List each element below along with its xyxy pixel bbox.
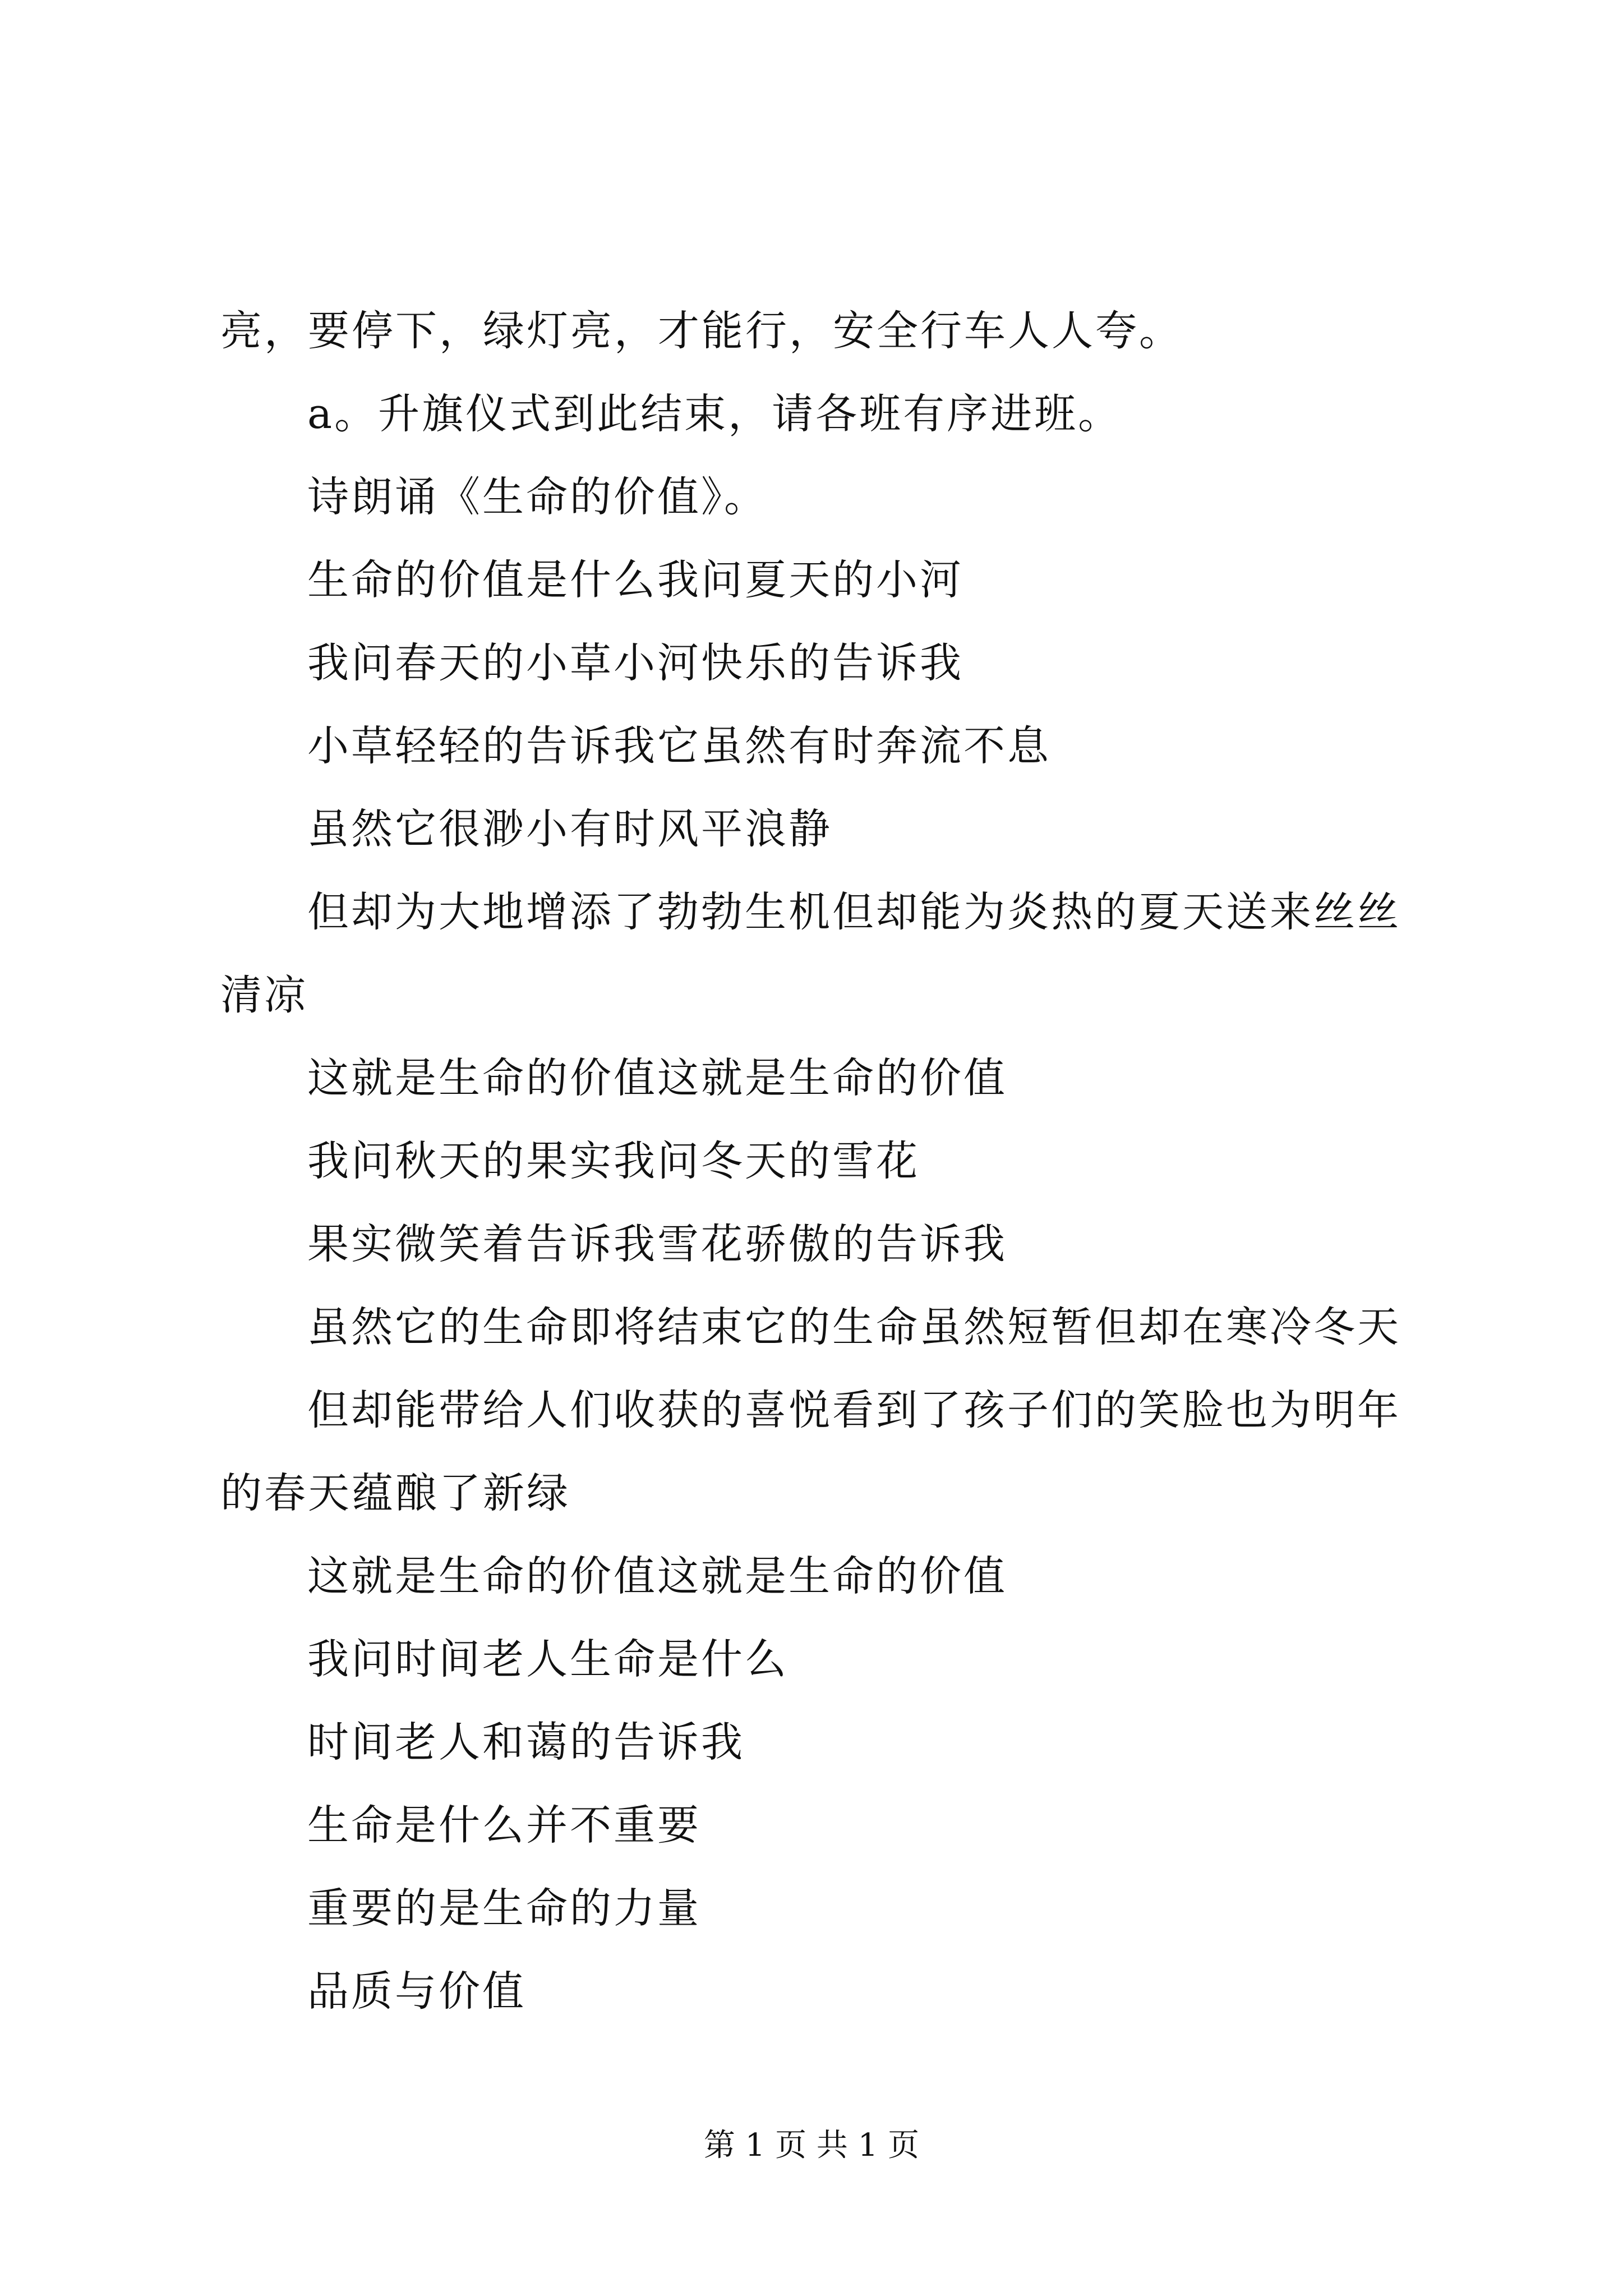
page-number-footer: 第 1 页 共 1 页 xyxy=(703,2127,920,2164)
text-line: 生命的价值是什么我问夏天的小河 xyxy=(307,556,963,604)
text-line: a。升旗仪式到此结束，请各班有序进班。 xyxy=(307,390,1122,438)
text-line: 时间老人和蔼的告诉我 xyxy=(307,1718,745,1766)
text-line: 亮，要停下，绿灯亮，才能行，安全行车人人夸。 xyxy=(220,307,1183,355)
text-line: 这就是生命的价值这就是生命的价值 xyxy=(307,1054,1007,1102)
text-line: 诗朗诵《生命的价值》。 xyxy=(307,473,768,521)
text-line: 虽然它的生命即将结束它的生命虽然短暂但却在寒冷冬天 xyxy=(307,1303,1401,1351)
text-line: 我问春天的小草小河快乐的告诉我 xyxy=(307,639,963,687)
text-line: 这就是生命的价值这就是生命的价值 xyxy=(307,1552,1007,1600)
text-line: 但却为大地增添了勃勃生机但却能为炎热的夏天送来丝丝 xyxy=(307,888,1401,936)
text-line: 但却能带给人们收获的喜悦看到了孩子们的笑脸也为明年 xyxy=(307,1386,1401,1434)
text-line: 的春天蕴酿了新绿 xyxy=(220,1469,570,1517)
text-line: 我问秋天的果实我问冬天的雪花 xyxy=(307,1137,920,1185)
text-line: 我问时间老人生命是什么 xyxy=(307,1635,789,1683)
text-line: 重要的是生命的力量 xyxy=(307,1884,701,1932)
text-line: 品质与价值 xyxy=(307,1967,526,2016)
text-line: 小草轻轻的告诉我它虽然有时奔流不息 xyxy=(307,722,1051,770)
text-line: 生命是什么并不重要 xyxy=(307,1801,701,1849)
text-line: 果实微笑着告诉我雪花骄傲的告诉我 xyxy=(307,1220,1007,1268)
text-line: 清凉 xyxy=(220,971,308,1019)
text-line: 虽然它很渺小有时风平浪静 xyxy=(307,805,832,853)
